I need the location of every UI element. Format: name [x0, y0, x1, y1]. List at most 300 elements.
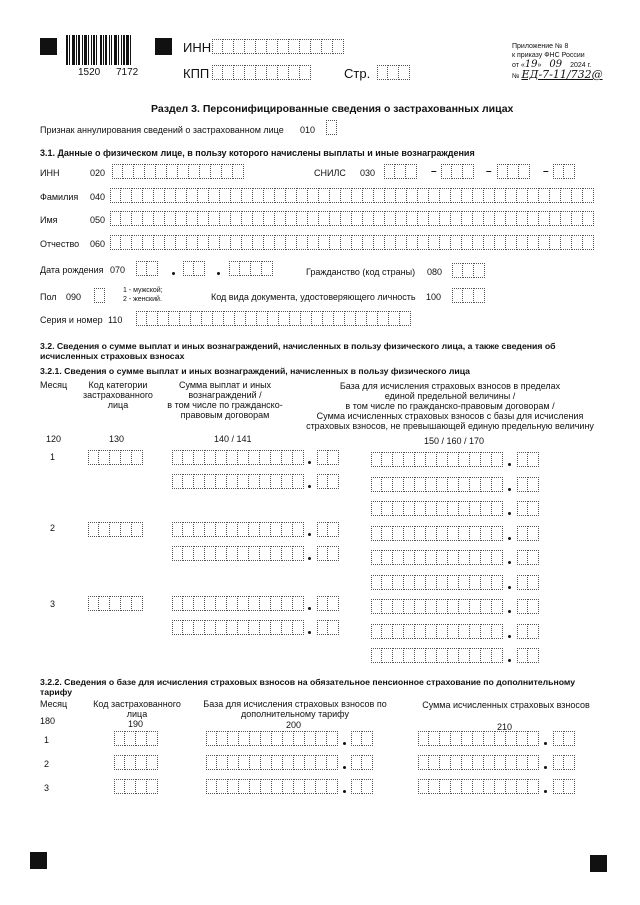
s321-sum-int-cells-m3-r1[interactable] [172, 596, 304, 611]
input-cell[interactable] [470, 550, 481, 565]
input-cell[interactable] [395, 164, 406, 179]
input-cell[interactable] [378, 311, 389, 326]
input-cell[interactable] [330, 211, 341, 226]
input-cell[interactable] [264, 235, 275, 250]
input-cell[interactable] [528, 477, 539, 492]
input-cell[interactable] [278, 39, 289, 54]
input-cell[interactable] [132, 235, 143, 250]
s321-base-dec-cells-r2[interactable] [517, 477, 539, 492]
input-cell[interactable] [418, 188, 429, 203]
input-cell[interactable] [528, 624, 539, 639]
input-cell[interactable] [222, 164, 233, 179]
input-cell[interactable] [249, 596, 260, 611]
input-cell[interactable] [224, 311, 235, 326]
input-cell[interactable] [278, 65, 289, 80]
input-cell[interactable] [275, 235, 286, 250]
input-cell[interactable] [470, 526, 481, 541]
s321-base-int-cells-r4[interactable] [371, 526, 503, 541]
input-cell[interactable] [404, 599, 415, 614]
input-cell[interactable] [528, 731, 539, 746]
input-cell[interactable] [506, 188, 517, 203]
input-cell[interactable] [506, 755, 517, 770]
input-cell[interactable] [217, 755, 228, 770]
input-cell[interactable] [216, 450, 227, 465]
input-cell[interactable] [250, 755, 261, 770]
input-cell[interactable] [429, 731, 440, 746]
input-cell[interactable] [154, 211, 165, 226]
input-cell[interactable] [437, 550, 448, 565]
input-cell[interactable] [484, 211, 495, 226]
input-cell[interactable] [261, 755, 272, 770]
input-cell[interactable] [235, 311, 246, 326]
input-cell[interactable] [517, 501, 528, 516]
input-cell[interactable] [286, 211, 297, 226]
input-cell[interactable] [517, 731, 528, 746]
input-cell[interactable] [217, 731, 228, 746]
input-cell[interactable] [238, 620, 249, 635]
input-cell[interactable] [481, 599, 492, 614]
input-cell[interactable] [362, 779, 373, 794]
input-cell[interactable] [481, 477, 492, 492]
input-cell[interactable] [481, 526, 492, 541]
input-cell[interactable] [517, 755, 528, 770]
input-cell[interactable] [205, 546, 216, 561]
input-cell[interactable] [249, 522, 260, 537]
input-cell[interactable] [528, 599, 539, 614]
input-cell[interactable] [440, 731, 451, 746]
input-cell[interactable] [88, 596, 99, 611]
input-cell[interactable] [470, 452, 481, 467]
input-cell[interactable] [371, 575, 382, 590]
input-cell[interactable] [393, 575, 404, 590]
input-cell[interactable] [459, 501, 470, 516]
input-cell[interactable] [272, 755, 283, 770]
input-cell[interactable] [382, 477, 393, 492]
input-cell[interactable] [136, 311, 147, 326]
input-cell[interactable] [418, 731, 429, 746]
s321-sum-int-cells-m1-r1[interactable] [172, 450, 304, 465]
input-cell[interactable] [399, 65, 410, 80]
input-cell[interactable] [539, 211, 550, 226]
input-cell[interactable] [550, 235, 561, 250]
input-cell[interactable] [448, 501, 459, 516]
s322-sum-dec-cells-m3[interactable] [553, 779, 575, 794]
input-cell[interactable] [260, 620, 271, 635]
input-cell[interactable] [437, 501, 448, 516]
input-cell[interactable] [262, 261, 273, 276]
input-cell[interactable] [227, 596, 238, 611]
input-cell[interactable] [245, 39, 256, 54]
input-cell[interactable] [180, 311, 191, 326]
input-cell[interactable] [176, 188, 187, 203]
input-cell[interactable] [125, 731, 136, 746]
input-cell[interactable] [415, 526, 426, 541]
input-cell[interactable] [437, 452, 448, 467]
input-cell[interactable] [110, 522, 121, 537]
input-cell[interactable] [189, 164, 200, 179]
input-cell[interactable] [231, 188, 242, 203]
input-cell[interactable] [396, 211, 407, 226]
input-cell[interactable] [293, 522, 304, 537]
input-cell[interactable] [506, 235, 517, 250]
input-cell[interactable] [283, 779, 294, 794]
input-cell[interactable] [260, 596, 271, 611]
input-cell[interactable] [88, 450, 99, 465]
input-cell[interactable] [212, 65, 223, 80]
input-cell[interactable] [561, 188, 572, 203]
input-cell[interactable] [172, 474, 183, 489]
input-cell[interactable] [132, 596, 143, 611]
input-cell[interactable] [183, 522, 194, 537]
input-cell[interactable] [404, 526, 415, 541]
input-cell[interactable] [393, 624, 404, 639]
input-cell[interactable] [256, 65, 267, 80]
input-cell[interactable] [172, 522, 183, 537]
input-cell[interactable] [374, 235, 385, 250]
input-cell[interactable] [429, 188, 440, 203]
s321-base-int-cells-r1[interactable] [371, 452, 503, 467]
s321-sum-int-cells-m2-r1[interactable] [172, 522, 304, 537]
input-cell[interactable] [418, 235, 429, 250]
input-cell[interactable] [289, 39, 300, 54]
input-cell[interactable] [202, 311, 213, 326]
input-cell[interactable] [216, 474, 227, 489]
s321-sum-dec-cells-m1-r1[interactable] [317, 450, 339, 465]
input-cell[interactable] [110, 450, 121, 465]
input-cell[interactable] [459, 575, 470, 590]
input-cell[interactable] [294, 755, 305, 770]
input-cell[interactable] [506, 211, 517, 226]
input-cell[interactable] [415, 452, 426, 467]
input-cell[interactable] [440, 211, 451, 226]
input-cell[interactable] [305, 755, 316, 770]
input-cell[interactable] [528, 550, 539, 565]
input-cell[interactable] [132, 188, 143, 203]
s321-base-dec-cells-r1[interactable] [517, 452, 539, 467]
input-cell[interactable] [167, 164, 178, 179]
input-cell[interactable] [228, 731, 239, 746]
input-cell[interactable] [356, 311, 367, 326]
input-cell[interactable] [374, 211, 385, 226]
input-cell[interactable] [209, 211, 220, 226]
input-cell[interactable] [437, 648, 448, 663]
s321-sum-int-cells-m3-r2[interactable] [172, 620, 304, 635]
input-cell[interactable] [341, 211, 352, 226]
input-cell[interactable] [528, 648, 539, 663]
input-cell[interactable] [239, 731, 250, 746]
input-cell[interactable] [297, 211, 308, 226]
input-cell[interactable] [154, 235, 165, 250]
input-cell[interactable] [223, 65, 234, 80]
input-cell[interactable] [452, 288, 463, 303]
s322-sum-int-cells-m1[interactable] [418, 731, 539, 746]
input-cell[interactable] [462, 235, 473, 250]
input-cell[interactable] [317, 474, 328, 489]
input-cell[interactable] [448, 599, 459, 614]
s321-sum-dec-cells-m2-r1[interactable] [317, 522, 339, 537]
input-cell[interactable] [495, 188, 506, 203]
input-cell[interactable] [312, 311, 323, 326]
input-cell[interactable] [132, 450, 143, 465]
input-cell[interactable] [528, 188, 539, 203]
input-cell[interactable] [481, 648, 492, 663]
input-cell[interactable] [492, 452, 503, 467]
s31-patronymic-cells[interactable] [110, 235, 594, 250]
input-cell[interactable] [323, 311, 334, 326]
input-cell[interactable] [165, 188, 176, 203]
input-cell[interactable] [506, 731, 517, 746]
input-cell[interactable] [388, 65, 399, 80]
input-cell[interactable] [260, 474, 271, 489]
input-cell[interactable] [448, 648, 459, 663]
input-cell[interactable] [404, 648, 415, 663]
input-cell[interactable] [528, 235, 539, 250]
input-cell[interactable] [326, 120, 337, 135]
input-cell[interactable] [233, 164, 244, 179]
input-cell[interactable] [289, 65, 300, 80]
input-cell[interactable] [205, 620, 216, 635]
input-cell[interactable] [351, 755, 362, 770]
input-cell[interactable] [451, 731, 462, 746]
s321-base-int-cells-r8[interactable] [371, 624, 503, 639]
input-cell[interactable] [385, 211, 396, 226]
input-cell[interactable] [351, 779, 362, 794]
input-cell[interactable] [407, 211, 418, 226]
input-cell[interactable] [415, 648, 426, 663]
input-cell[interactable] [384, 164, 395, 179]
input-cell[interactable] [279, 311, 290, 326]
input-cell[interactable] [147, 755, 158, 770]
input-cell[interactable] [451, 188, 462, 203]
input-cell[interactable] [231, 235, 242, 250]
input-cell[interactable] [319, 235, 330, 250]
input-cell[interactable] [429, 211, 440, 226]
input-cell[interactable] [519, 164, 530, 179]
input-cell[interactable] [497, 164, 508, 179]
input-cell[interactable] [437, 575, 448, 590]
input-cell[interactable] [317, 546, 328, 561]
input-cell[interactable] [264, 211, 275, 226]
input-cell[interactable] [484, 235, 495, 250]
input-cell[interactable] [352, 188, 363, 203]
input-cell[interactable] [448, 452, 459, 467]
input-cell[interactable] [311, 39, 322, 54]
input-cell[interactable] [517, 575, 528, 590]
input-cell[interactable] [517, 235, 528, 250]
input-cell[interactable] [217, 779, 228, 794]
input-cell[interactable] [404, 452, 415, 467]
input-cell[interactable] [506, 779, 517, 794]
input-cell[interactable] [561, 235, 572, 250]
input-cell[interactable] [415, 501, 426, 516]
input-cell[interactable] [404, 624, 415, 639]
input-cell[interactable] [382, 526, 393, 541]
input-cell[interactable] [367, 311, 378, 326]
input-cell[interactable] [437, 526, 448, 541]
s321-base-dec-cells-r6[interactable] [517, 575, 539, 590]
input-cell[interactable] [474, 288, 485, 303]
input-cell[interactable] [474, 263, 485, 278]
input-cell[interactable] [245, 65, 256, 80]
input-cell[interactable] [227, 450, 238, 465]
s322-code-cells-m3[interactable] [114, 779, 158, 794]
input-cell[interactable] [132, 522, 143, 537]
input-cell[interactable] [495, 779, 506, 794]
input-cell[interactable] [481, 575, 492, 590]
input-cell[interactable] [462, 188, 473, 203]
input-cell[interactable] [327, 731, 338, 746]
input-cell[interactable] [495, 755, 506, 770]
input-cell[interactable] [327, 779, 338, 794]
input-cell[interactable] [451, 755, 462, 770]
input-cell[interactable] [393, 501, 404, 516]
input-cell[interactable] [583, 188, 594, 203]
input-cell[interactable] [385, 188, 396, 203]
input-cell[interactable] [234, 39, 245, 54]
input-cell[interactable] [539, 188, 550, 203]
input-cell[interactable] [238, 522, 249, 537]
input-cell[interactable] [136, 731, 147, 746]
input-cell[interactable] [121, 450, 132, 465]
input-cell[interactable] [209, 188, 220, 203]
input-cell[interactable] [327, 755, 338, 770]
input-cell[interactable] [308, 188, 319, 203]
input-cell[interactable] [194, 620, 205, 635]
input-cell[interactable] [114, 779, 125, 794]
input-cell[interactable] [495, 211, 506, 226]
input-cell[interactable] [183, 261, 194, 276]
input-cell[interactable] [172, 596, 183, 611]
input-cell[interactable] [437, 599, 448, 614]
input-cell[interactable] [194, 596, 205, 611]
input-cell[interactable] [227, 546, 238, 561]
input-cell[interactable] [268, 311, 279, 326]
s322-base-dec-cells-m2[interactable] [351, 755, 373, 770]
input-cell[interactable] [492, 526, 503, 541]
input-cell[interactable] [317, 596, 328, 611]
input-cell[interactable] [216, 546, 227, 561]
s321-sum-int-cells-m1-r2[interactable] [172, 474, 304, 489]
s31-snils-cells-3[interactable] [497, 164, 530, 179]
input-cell[interactable] [99, 450, 110, 465]
input-cell[interactable] [473, 731, 484, 746]
input-cell[interactable] [227, 474, 238, 489]
input-cell[interactable] [393, 526, 404, 541]
input-cell[interactable] [393, 648, 404, 663]
input-cell[interactable] [459, 624, 470, 639]
input-cell[interactable] [393, 550, 404, 565]
input-cell[interactable] [330, 235, 341, 250]
input-cell[interactable] [147, 731, 158, 746]
input-cell[interactable] [143, 188, 154, 203]
input-cell[interactable] [194, 450, 205, 465]
input-cell[interactable] [194, 522, 205, 537]
input-cell[interactable] [305, 731, 316, 746]
input-cell[interactable] [382, 550, 393, 565]
input-cell[interactable] [448, 550, 459, 565]
input-cell[interactable] [426, 550, 437, 565]
input-cell[interactable] [290, 311, 301, 326]
input-cell[interactable] [451, 779, 462, 794]
input-cell[interactable] [209, 235, 220, 250]
input-cell[interactable] [261, 731, 272, 746]
input-cell[interactable] [334, 311, 345, 326]
input-cell[interactable] [437, 477, 448, 492]
input-cell[interactable] [283, 731, 294, 746]
input-cell[interactable] [172, 546, 183, 561]
input-cell[interactable] [393, 599, 404, 614]
input-cell[interactable] [250, 779, 261, 794]
input-cell[interactable] [426, 501, 437, 516]
input-cell[interactable] [517, 648, 528, 663]
input-cell[interactable] [564, 755, 575, 770]
input-cell[interactable] [200, 164, 211, 179]
s321-sum-dec-cells-m1-r2[interactable] [317, 474, 339, 489]
input-cell[interactable] [415, 477, 426, 492]
input-cell[interactable] [492, 550, 503, 565]
input-cell[interactable] [517, 211, 528, 226]
input-cell[interactable] [528, 779, 539, 794]
input-cell[interactable] [253, 188, 264, 203]
input-cell[interactable] [328, 620, 339, 635]
input-cell[interactable] [553, 779, 564, 794]
input-cell[interactable] [322, 39, 333, 54]
input-cell[interactable] [294, 731, 305, 746]
input-cell[interactable] [470, 477, 481, 492]
s322-code-cells-m1[interactable] [114, 731, 158, 746]
input-cell[interactable] [495, 731, 506, 746]
input-cell[interactable] [333, 39, 344, 54]
input-cell[interactable] [404, 501, 415, 516]
s322-code-cells-m2[interactable] [114, 755, 158, 770]
input-cell[interactable] [301, 311, 312, 326]
input-cell[interactable] [213, 311, 224, 326]
input-cell[interactable] [473, 779, 484, 794]
s31-doc-code-cells[interactable] [452, 288, 485, 303]
input-cell[interactable] [330, 188, 341, 203]
input-cell[interactable] [341, 188, 352, 203]
input-cell[interactable] [316, 779, 327, 794]
input-cell[interactable] [426, 648, 437, 663]
input-cell[interactable] [492, 648, 503, 663]
input-cell[interactable] [572, 211, 583, 226]
input-cell[interactable] [583, 211, 594, 226]
input-cell[interactable] [205, 450, 216, 465]
input-cell[interactable] [484, 755, 495, 770]
input-cell[interactable] [283, 755, 294, 770]
s31-snils-cells-2[interactable] [441, 164, 474, 179]
input-cell[interactable] [125, 755, 136, 770]
input-cell[interactable] [316, 731, 327, 746]
input-cell[interactable] [114, 731, 125, 746]
input-cell[interactable] [228, 779, 239, 794]
input-cell[interactable] [328, 522, 339, 537]
input-cell[interactable] [463, 288, 474, 303]
input-cell[interactable] [437, 624, 448, 639]
s31-dob-month[interactable] [183, 261, 205, 276]
header-inn-cells[interactable] [212, 39, 344, 54]
input-cell[interactable] [147, 779, 158, 794]
input-cell[interactable] [382, 599, 393, 614]
input-cell[interactable] [300, 65, 311, 80]
input-cell[interactable] [194, 546, 205, 561]
s321-base-dec-cells-r9[interactable] [517, 648, 539, 663]
input-cell[interactable] [463, 164, 474, 179]
s321-base-dec-cells-r3[interactable] [517, 501, 539, 516]
input-cell[interactable] [249, 450, 260, 465]
input-cell[interactable] [282, 450, 293, 465]
input-cell[interactable] [385, 235, 396, 250]
